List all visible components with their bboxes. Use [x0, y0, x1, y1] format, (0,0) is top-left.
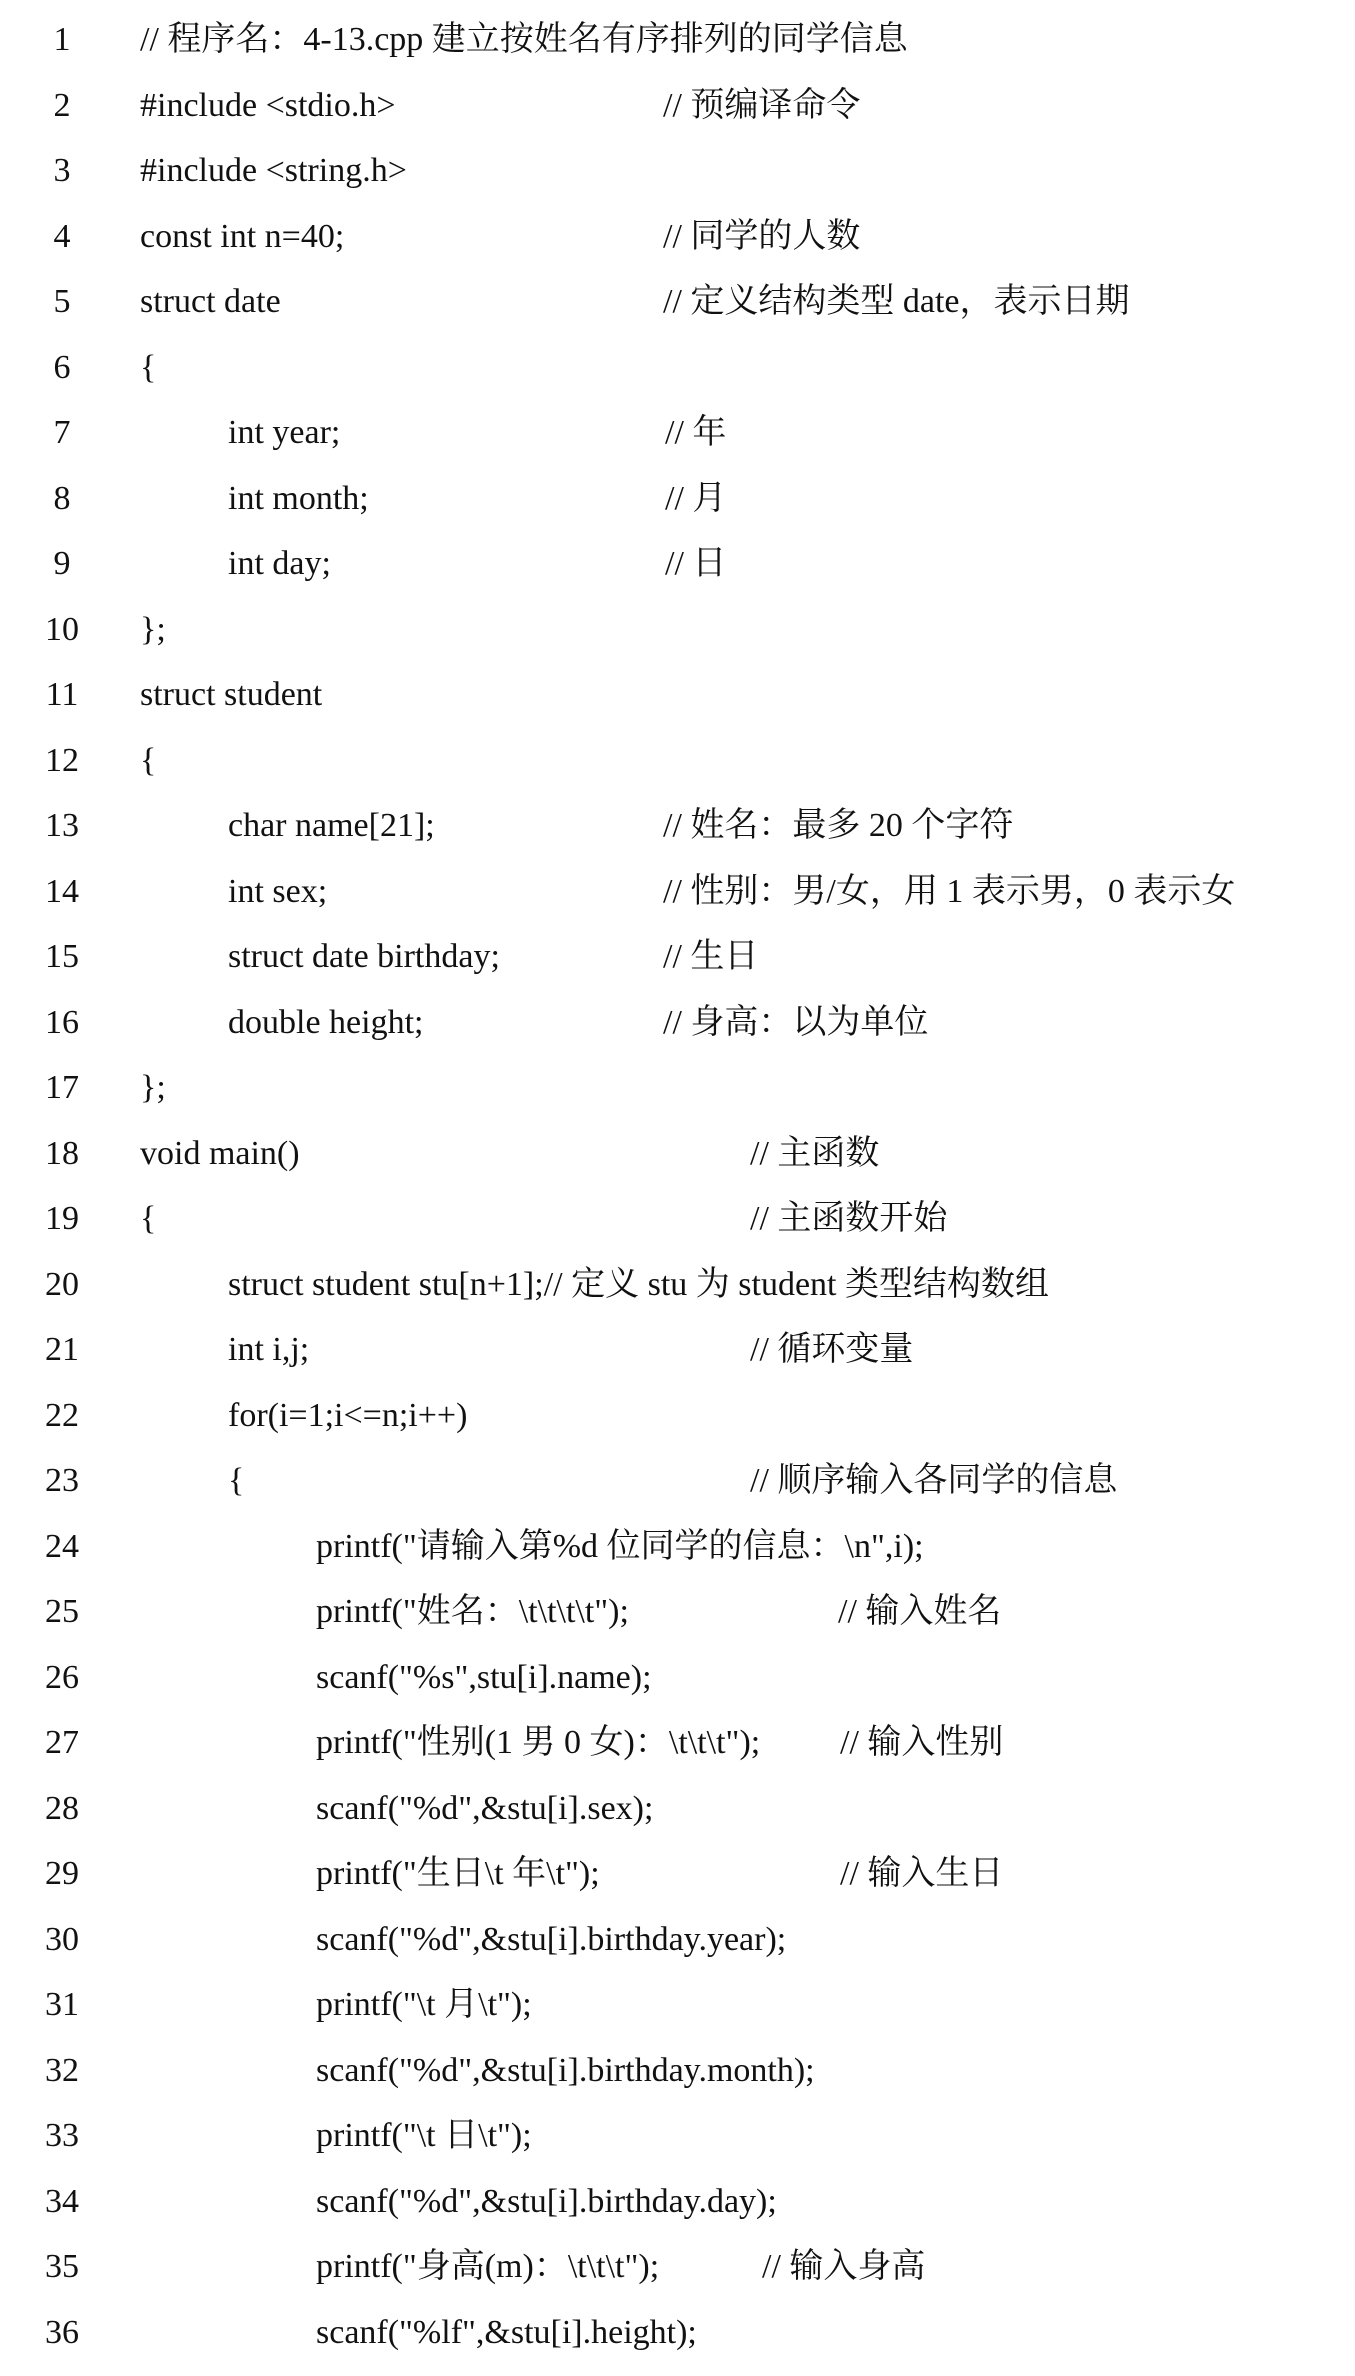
line-number: 9: [53, 545, 71, 582]
comment-text: // 输入身高: [762, 2248, 926, 2285]
code-line: [0, 793, 1355, 859]
line-number: 2: [53, 86, 71, 124]
line-number: 12: [45, 741, 79, 779]
code-text: {: [140, 1200, 157, 1237]
line-number: 16: [45, 1003, 79, 1041]
code-text: void main(): [140, 1134, 300, 1172]
code-line: [0, 1645, 1355, 1711]
code-line: [0, 1972, 1355, 2038]
line-number: 5: [53, 283, 71, 320]
comment-text: // 顺序输入各同学的信息: [750, 1462, 1118, 1499]
line-number: 3: [53, 152, 71, 189]
code-text: struct student stu[n+1];// 定义 stu 为 student 类型结构数组: [228, 1265, 1049, 1303]
comment-text: // 程序名：4-13.cpp 建立按姓名有序排列的同学信息: [140, 21, 908, 58]
comment-text: // 身高：以为单位: [663, 1003, 929, 1041]
code-line: [0, 1514, 1355, 1580]
code-text: #include <string.h>: [140, 152, 407, 189]
line-number: 6: [53, 348, 71, 386]
code-text: printf("姓名：\t\t\t\t");: [316, 1593, 629, 1630]
code-line: [0, 1252, 1355, 1318]
code-line: [0, 924, 1355, 990]
line-number: 25: [45, 1593, 79, 1630]
code-text: const int n=40;: [140, 217, 345, 255]
code-line: [0, 1186, 1355, 1252]
code-text: int sex;: [228, 872, 328, 910]
code-line: [0, 1317, 1355, 1383]
line-number: 23: [45, 1462, 79, 1499]
line-number: 34: [45, 2182, 79, 2220]
line-number: 27: [45, 1724, 79, 1761]
code-line: [0, 1055, 1355, 1121]
comment-text: // 生日: [663, 938, 759, 975]
code-text: [140, 7, 908, 73]
line-number: 19: [45, 1200, 79, 1237]
code-text: scanf("%s",stu[i].name);: [316, 1658, 652, 1696]
code-text: printf("请输入第%d 位同学的信息：\n",i);: [316, 1527, 924, 1565]
code-line: [0, 269, 1355, 335]
code-text: struct date: [140, 283, 281, 320]
code-line: [0, 2103, 1355, 2169]
code-line: [0, 728, 1355, 794]
code-text: int i,j;: [228, 1331, 310, 1368]
code-text: {: [140, 741, 157, 779]
code-line: [0, 597, 1355, 663]
comment-text: // 主函数: [750, 1134, 880, 1172]
comment-text: // 输入姓名: [838, 1593, 1002, 1630]
code-line: [0, 400, 1355, 466]
comment-text: // 日: [665, 545, 727, 582]
line-number: 14: [45, 872, 79, 910]
line-number: 29: [45, 1855, 79, 1892]
code-text: scanf("%d",&stu[i].birthday.day);: [316, 2182, 777, 2220]
code-text: struct student: [140, 676, 323, 713]
code-text: printf("\t 月\t");: [316, 1986, 532, 2023]
comment-text: // 输入性别: [840, 1724, 1004, 1761]
code-line: [0, 1383, 1355, 1449]
code-text: int year;: [228, 414, 341, 451]
line-number: 26: [45, 1658, 79, 1696]
code-text: };: [140, 610, 166, 648]
code-text: for(i=1;i<=n;i++): [228, 1396, 468, 1434]
comment-text: // 主函数开始: [750, 1200, 948, 1237]
code-line: [0, 138, 1355, 204]
line-number: 32: [45, 2051, 79, 2089]
comment-text: // 年: [665, 414, 727, 451]
line-number: 24: [45, 1527, 79, 1565]
line-number: 7: [53, 414, 71, 451]
line-number: 17: [45, 1069, 79, 1106]
line-number: 30: [45, 1920, 79, 1958]
code-line: [0, 1907, 1355, 1973]
comment-text: // 输入生日: [840, 1855, 1004, 1892]
line-number: 31: [45, 1986, 79, 2023]
line-number: 10: [45, 610, 79, 648]
line-number: 28: [45, 1789, 79, 1827]
comment-text: // 性别：男/女，用 1 表示男，0 表示女: [663, 872, 1236, 910]
comment-text: // 月: [665, 479, 727, 517]
line-number: 11: [45, 676, 79, 713]
code-text: scanf("%lf",&stu[i].height);: [316, 2313, 697, 2351]
code-text: };: [140, 1069, 166, 1106]
code-line: [0, 859, 1355, 925]
line-number: 21: [45, 1331, 79, 1368]
code-line: [0, 2038, 1355, 2104]
comment-text: // 定义 stu 为 student 类型结构数组: [543, 1265, 1049, 1303]
code-text: {: [228, 1462, 245, 1499]
code-text: double height;: [228, 1003, 424, 1041]
code-line: [0, 1710, 1355, 1776]
code-text: struct date birthday;: [228, 938, 500, 975]
code-line: [0, 1121, 1355, 1187]
line-number: 18: [45, 1134, 79, 1172]
code-line: [0, 1776, 1355, 1842]
code-line: [0, 73, 1355, 139]
line-number: 8: [53, 479, 71, 517]
code-line: [0, 990, 1355, 1056]
line-number: 15: [45, 938, 79, 975]
comment-text: // 定义结构类型 date，表示日期: [663, 283, 1130, 320]
code-line: [0, 662, 1355, 728]
code-text: printf("生日\t 年\t");: [316, 1855, 600, 1892]
code-line: [0, 531, 1355, 597]
code-text: {: [140, 348, 157, 386]
code-text: int month;: [228, 479, 369, 517]
comment-text: // 循环变量: [750, 1331, 914, 1368]
line-number: 35: [45, 2248, 79, 2285]
code-line: [0, 466, 1355, 532]
code-line: [0, 1579, 1355, 1645]
line-number: 20: [45, 1265, 79, 1303]
comment-text: // 姓名：最多 20 个字符: [663, 807, 1014, 844]
line-number: 36: [45, 2313, 79, 2351]
code-text: scanf("%d",&stu[i].sex);: [316, 1789, 654, 1827]
line-number: 13: [45, 807, 79, 844]
code-line: [0, 204, 1355, 270]
line-number: 22: [45, 1396, 79, 1434]
code-line: [0, 335, 1355, 401]
comment-text: // 预编译命令: [663, 86, 861, 124]
code-line: [0, 1448, 1355, 1514]
code-listing: [0, 7, 1355, 2365]
code-text: char name[21];: [228, 807, 435, 844]
code-line: [0, 7, 1355, 73]
code-line: [0, 2234, 1355, 2300]
code-text: printf("身高(m)：\t\t\t");: [316, 2248, 660, 2285]
code-text: scanf("%d",&stu[i].birthday.year);: [316, 1920, 787, 1958]
line-number: 4: [53, 217, 71, 255]
comment-text: // 同学的人数: [663, 217, 861, 255]
line-number: 1: [53, 21, 71, 58]
code-text: #include <stdio.h>: [140, 86, 396, 124]
code-text: scanf("%d",&stu[i].birthday.month);: [316, 2051, 815, 2089]
code-text: printf("\t 日\t");: [316, 2117, 532, 2154]
code-text: printf("性别(1 男 0 女)：\t\t\t");: [316, 1724, 761, 1761]
code-line: [0, 1841, 1355, 1907]
code-line: [0, 2169, 1355, 2235]
code-line: [0, 2300, 1355, 2366]
code-text: int day;: [228, 545, 331, 582]
line-number: 33: [45, 2117, 79, 2154]
